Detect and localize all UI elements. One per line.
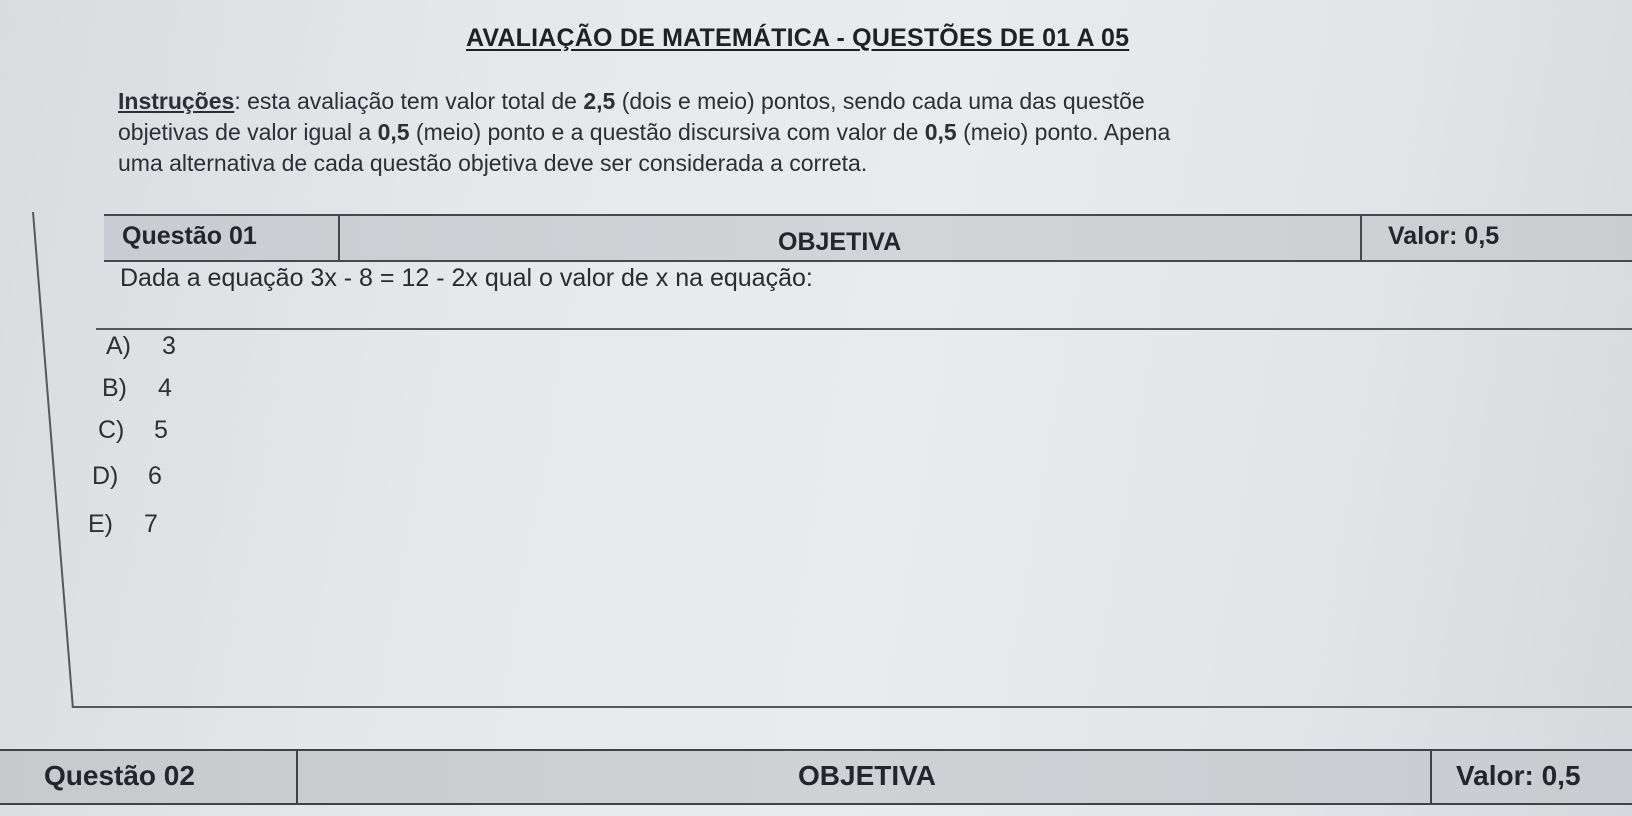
option-value: 5 [154,416,168,444]
option-letter: D) [92,462,119,490]
question-1-type: OBJETIVA [778,228,902,256]
option-letter: A) [106,332,131,360]
option-letter: B) [102,374,127,402]
question-1-statement: Dada a equação 3x - 8 = 12 - 2x qual o valor de x na equação: [120,264,813,292]
instructions-label: Instruções [118,88,235,114]
instructions-text: (meio) ponto e a questão discursiva com valor de [409,119,925,145]
option-c[interactable] [98,416,168,445]
question-2-value: Valor: 0,5 [1456,760,1581,791]
option-value: 6 [148,462,162,490]
option-letter: C) [98,416,125,444]
header-divider [338,214,340,260]
option-d[interactable] [92,462,162,491]
discursive-value: 0,5 [924,119,957,145]
question-1-value: Valor: 0,5 [1388,222,1500,250]
instructions-text: (meio) ponto. Apena [956,119,1171,145]
option-value: 3 [162,332,176,360]
question-1-number: Questão 01 [122,222,257,250]
instructions-text: objetivas de valor igual a [118,119,378,145]
total-value: 2,5 [583,88,616,114]
option-letter: E) [88,510,113,538]
instructions-line-3: uma alternativa de cada questão objetiva deve ser considerada a correta. [118,150,868,176]
option-e[interactable] [88,510,158,539]
question-2-type: OBJETIVA [798,760,936,791]
instructions-line-1 [118,86,1632,117]
question-2-number: Questão 02 [44,760,195,791]
option-value: 4 [158,374,172,402]
instructions [118,86,1632,179]
instructions-text: : esta avaliação tem valor total de [234,88,584,114]
objective-value: 0,5 [377,119,410,145]
option-value: 7 [144,510,158,538]
header-divider [1430,749,1432,803]
option-a[interactable] [106,332,176,361]
page-title: AVALIAÇÃO DE MATEMÁTICA - QUESTÕES DE 01 A 05 [466,24,1130,52]
option-b[interactable] [102,374,172,403]
header-divider [296,749,298,803]
instructions-text: (dois e meio) pontos, sendo cada uma das questõe [615,88,1145,114]
header-divider [1360,214,1362,260]
instructions-line-2 [118,117,1632,148]
